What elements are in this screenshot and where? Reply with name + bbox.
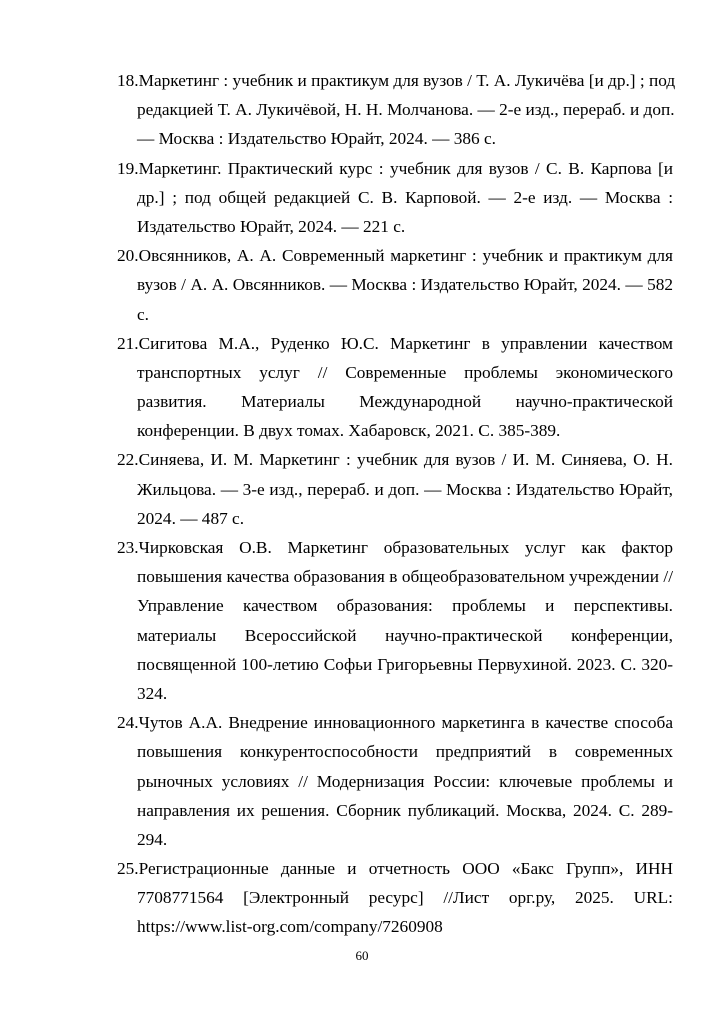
reference-line: Жильцова. — 3-е изд., перераб. и доп. — Москва : Издательство Юрайт, [137,479,673,499]
reference-line: 2024. — 487 с. [137,508,245,528]
reference-number: 25. [117,859,139,879]
reference-line: Синяева, И. М. Маркетинг : учебник для вузов / И. М. Синяева, О. Н. [138,450,673,470]
reference-item [117,154,673,242]
reference-line: Чирковская О.В. Маркетинг образовательных услуг как фактор [138,538,673,557]
reference-line: Регистрационные данные и отчетность ООО «Бакс Групп», ИНН [138,859,673,879]
reference-number: 23. [117,538,139,557]
reference-line: Управление качеством образования: проблемы и перспективы. [137,596,673,616]
reference-line: посвященной 100-летию Софьи Григорьевны Первухиной. 2023. С. 320- [137,654,673,674]
reference-item [117,241,673,329]
reference-line: материалы Всероссийской научно-практической конференции, [137,625,673,645]
reference-item [117,854,673,942]
reference-line: развития. Материалы Международной научно-практической [137,392,673,412]
reference-line: 324. [137,683,168,703]
reference-number: 18. [117,71,139,90]
reference-line: рыночных условиях // Модернизация России: ключевые проблемы и [137,771,673,791]
reference-item [117,708,673,854]
reference-line: 7708771564 [Электронный ресурс] //Лист орг.ру, 2025. URL: [137,888,673,908]
reference-line: др.] ; под общей редакцией С. В. Карповой. — 2-е изд. — Москва : [137,187,673,207]
reference-line: Овсянников, А. А. Современный маркетинг : учебник и практикум для [138,246,673,266]
reference-line: редакцией Т. А. Лукичёвой, Н. Н. Молчанова. — 2-е изд., перераб. и доп. [137,100,675,120]
reference-line: 294. [137,829,168,849]
reference-item [117,329,673,446]
reference-line: с. [137,304,149,324]
reference-line: транспортных услуг // Современные проблемы экономического [137,362,673,382]
reference-list [117,66,676,942]
reference-item [117,533,673,708]
reference-number: 22. [117,450,139,470]
reference-number: 20. [117,246,139,266]
reference-line: Маркетинг : учебник и практикум для вузов / Т. А. Лукичёва [и др.] ; под [138,71,676,90]
reference-line: конференции. В двух томах. Хабаровск, 2021. С. 385-389. [137,421,561,441]
reference-line: повышения конкурентоспособности предприятий в современных [137,742,673,762]
page-number: 60 [355,948,369,963]
reference-line: Издательство Юрайт, 2024. — 221 с. [137,216,406,236]
reference-number: 19. [117,158,139,178]
reference-line: направления их решения. Сборник публикаций. Москва, 2024. С. 289- [137,800,673,820]
reference-line: Сигитова М.А., Руденко Ю.С. Маркетинг в управлении качеством [138,333,673,353]
reference-number: 21. [117,333,139,353]
reference-line: — Москва : Издательство Юрайт, 2024. — 386 с. [137,129,496,149]
reference-line: вузов / А. А. Овсянников. — Москва : Издательство Юрайт, 2024. — 582 [137,275,673,295]
reference-line: Чутов А.А. Внедрение инновационного маркетинга в качестве способа [138,713,673,733]
reference-item [117,445,673,533]
reference-item [117,66,676,154]
reference-line: Маркетинг. Практический курс : учебник для вузов / С. В. Карпова [и [138,158,673,178]
reference-line: https://www.list-org.com/company/7260908 [137,917,443,937]
reference-line: повышения качества образования в общеобразовательном учреждении // [137,567,673,587]
reference-number: 24. [117,713,139,733]
